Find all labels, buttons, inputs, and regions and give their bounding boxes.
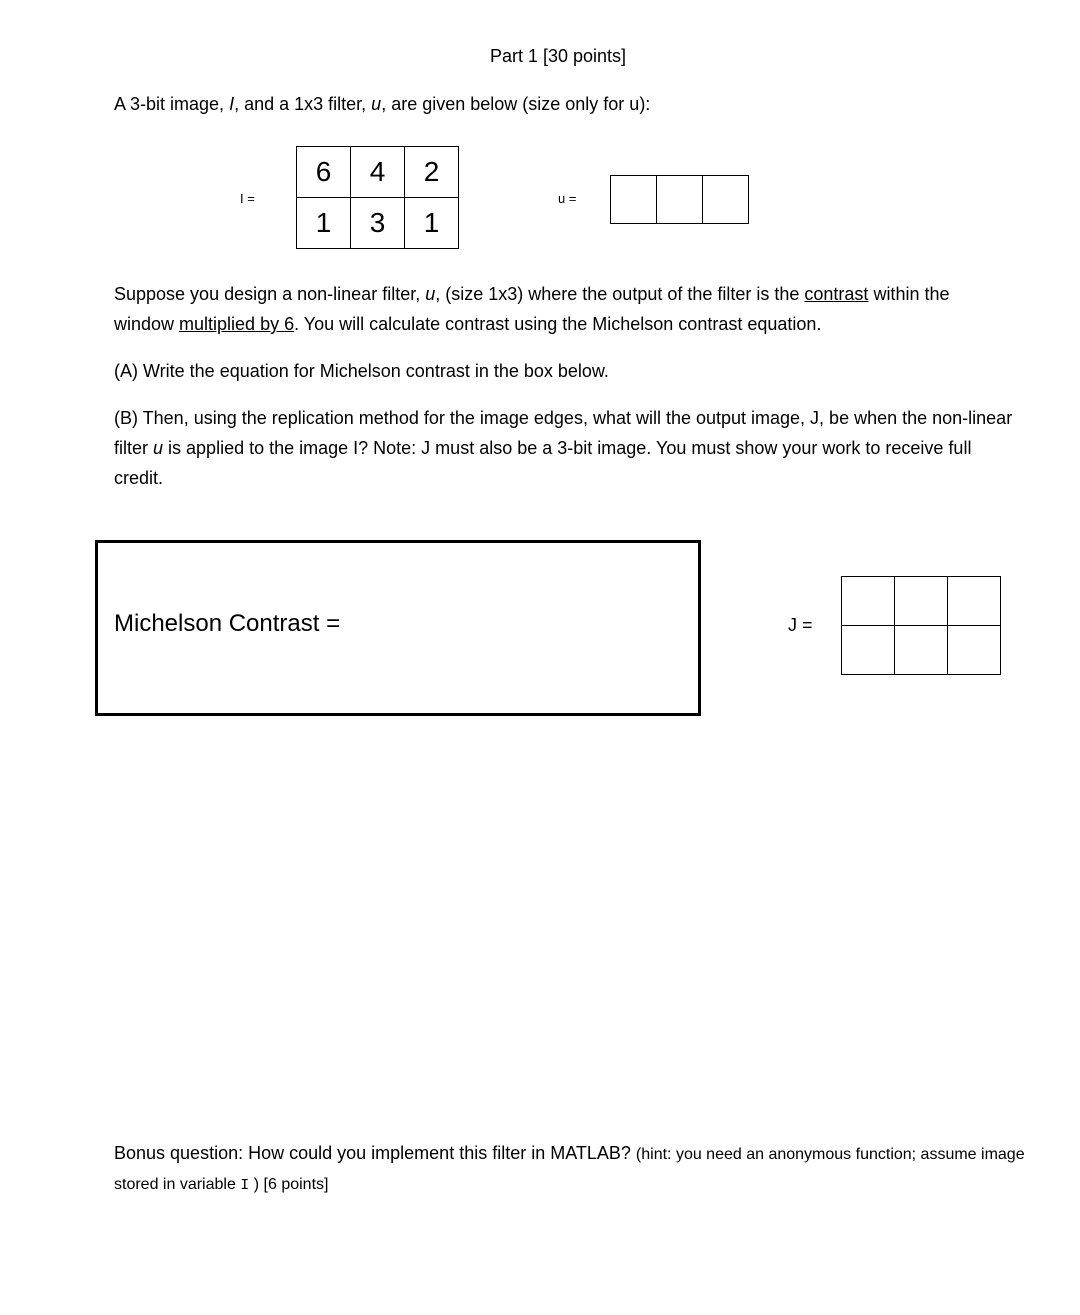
underlined-contrast: contrast bbox=[804, 284, 869, 304]
text-run: within the window bbox=[114, 284, 950, 334]
output-j-label: J = bbox=[788, 615, 813, 635]
michelson-contrast-label: Michelson Contrast = bbox=[114, 610, 341, 637]
intro-filter-var: u bbox=[371, 94, 382, 114]
bonus-question bbox=[114, 1139, 1034, 1200]
image-i-cell: 3 bbox=[351, 198, 405, 249]
intro-suffix: , are given below (size only for u): bbox=[381, 94, 651, 114]
underlined-multiplied: multiplied by 6 bbox=[179, 314, 295, 334]
intro-text bbox=[114, 94, 650, 115]
text-run: Bonus question: How could you implement this filter in MATLAB? bbox=[114, 1143, 636, 1163]
text-run: , (size 1x3) where the output of the filter is the bbox=[435, 284, 805, 304]
question-b bbox=[114, 403, 1014, 493]
output-j-cell[interactable] bbox=[895, 577, 948, 626]
text-run: Suppose you design a non-linear filter, bbox=[114, 284, 426, 304]
description-paragraph bbox=[114, 279, 1014, 339]
output-j-cell[interactable] bbox=[842, 626, 895, 675]
text-run: is applied to the image I? Note: J must also be a 3-bit image. You must show your work to receive full credit. bbox=[114, 438, 972, 488]
filter-u-label: u = bbox=[558, 191, 577, 206]
filter-u-matrix bbox=[610, 175, 749, 224]
output-j-cell[interactable] bbox=[948, 626, 1001, 675]
image-i-matrix bbox=[296, 146, 459, 249]
page-title: Part 1 [30 points] bbox=[489, 46, 627, 66]
intro-prefix: A 3-bit image, bbox=[114, 94, 230, 114]
output-j-cell[interactable] bbox=[842, 577, 895, 626]
filter-var: u bbox=[425, 284, 436, 304]
output-j-cell[interactable] bbox=[895, 626, 948, 675]
image-i-cell: 4 bbox=[351, 147, 405, 198]
image-i-label: I = bbox=[240, 191, 255, 206]
filter-u-cell bbox=[611, 176, 657, 224]
output-j-matrix bbox=[841, 576, 1001, 675]
problem-description bbox=[114, 279, 1014, 339]
text-run: (B) Then, using the replication method for the image edges, what will the output image, J, be when the non-linear filter bbox=[114, 408, 1013, 458]
image-i-cell: 1 bbox=[405, 198, 459, 249]
filter-u-cell bbox=[657, 176, 703, 224]
filter-var: u bbox=[153, 438, 164, 458]
image-i-cell: 6 bbox=[297, 147, 351, 198]
bonus-points: ) [6 points] bbox=[249, 1176, 329, 1193]
output-j-cell[interactable] bbox=[948, 577, 1001, 626]
text-run: . You will calculate contrast using the Michelson contrast equation. bbox=[294, 314, 822, 334]
intro-image-var: I bbox=[229, 94, 235, 114]
question-a: (A) Write the equation for Michelson contrast in the box below. bbox=[114, 361, 609, 381]
image-i-cell: 2 bbox=[405, 147, 459, 198]
image-i-cell: 1 bbox=[297, 198, 351, 249]
bonus-hint: (hint: you need an anonymous function; assume image stored in variable bbox=[114, 1146, 1025, 1193]
bonus-var: I bbox=[240, 1177, 250, 1194]
intro-middle: , and a 1x3 filter, bbox=[234, 94, 372, 114]
filter-u-cell bbox=[703, 176, 749, 224]
